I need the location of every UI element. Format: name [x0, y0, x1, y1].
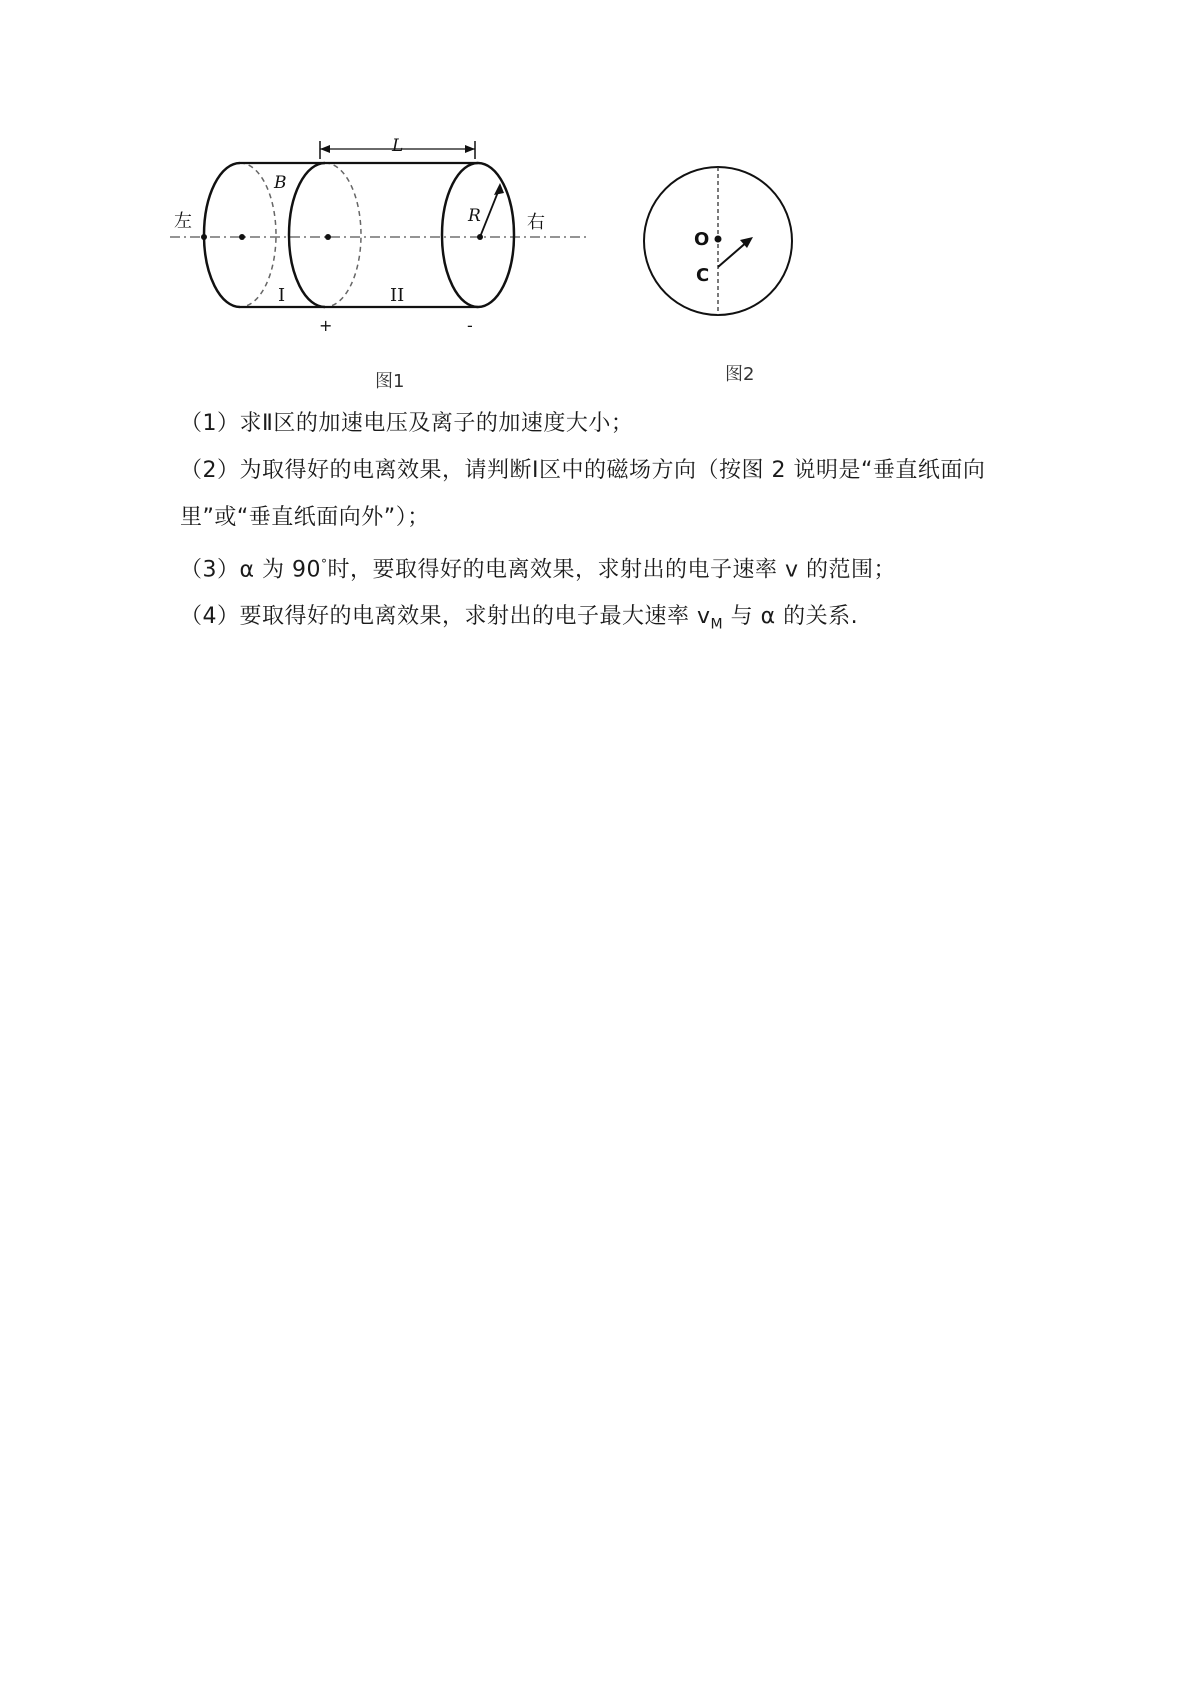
label-R: R	[468, 206, 481, 226]
label-plus: +	[319, 316, 333, 335]
left-end-cap-hidden	[240, 163, 276, 307]
label-left: 左	[174, 211, 192, 232]
subscript-M: M	[710, 616, 724, 633]
question-1: （1）求Ⅱ区的加速电压及离子的加速度大小；	[180, 411, 634, 436]
question-3-text-post: 时，要取得好的电离效果，求射出的电子速率 v 的范围；	[327, 557, 896, 583]
question-4-text-post: 与 α 的关系.	[723, 604, 859, 630]
label-right: 右	[527, 212, 545, 233]
middle-boundary-hidden	[325, 163, 361, 307]
point-O	[715, 236, 722, 243]
axis-dot-1	[239, 234, 245, 240]
label-minus: -	[467, 316, 473, 335]
figure1-caption: 图1	[375, 371, 405, 392]
length-arrowhead-right	[465, 145, 475, 153]
question-2: （2）为取得好的电离效果，请判断Ⅰ区中的磁场方向（按图 2 说明是“垂直纸面向里”或“垂直纸面向外”）；	[180, 458, 986, 530]
cross-section-diagram	[640, 165, 800, 325]
label-C: C	[696, 265, 710, 286]
label-region-2: II	[390, 285, 405, 306]
question-3	[180, 541, 1050, 593]
velocity-arrow	[718, 241, 748, 267]
radius-arrow	[480, 187, 500, 237]
axis-dot-left-end	[201, 234, 207, 240]
figure-area	[170, 135, 830, 395]
question-3-text-pre: （3）α 为 90	[180, 557, 321, 583]
cylinder-diagram	[170, 135, 600, 365]
axis-dot-2	[325, 234, 331, 240]
question-4-text-pre: （4）要取得好的电离效果，求射出的电子最大速率 v	[180, 604, 711, 630]
questions-list	[180, 400, 1050, 649]
question-4	[180, 593, 1050, 648]
middle-boundary	[289, 163, 325, 307]
label-B: B	[274, 173, 287, 193]
label-O: O	[694, 229, 710, 250]
degree-mark: °	[320, 557, 328, 571]
figure2-caption: 图2	[725, 364, 755, 385]
length-arrowhead-left	[320, 145, 330, 153]
label-L: L	[392, 136, 404, 156]
label-region-1: I	[278, 285, 286, 306]
left-end-cap	[204, 163, 240, 307]
